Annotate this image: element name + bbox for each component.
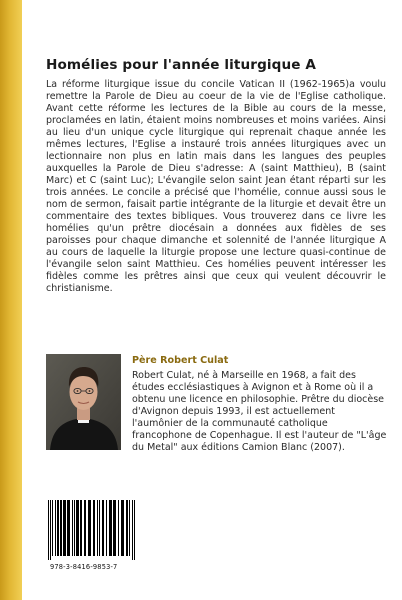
barcode-bar <box>97 500 98 556</box>
barcode-bar <box>76 500 79 556</box>
barcode-bar <box>67 500 70 556</box>
barcode-bar <box>74 500 75 556</box>
barcode-bar <box>129 500 130 556</box>
barcode-bar <box>132 500 133 560</box>
barcode-bar <box>55 500 56 556</box>
barcode-bar <box>88 500 91 556</box>
barcode-bar <box>126 500 128 556</box>
book-title: Homélies pour l'année liturgique A <box>46 57 317 73</box>
barcode-bar <box>50 500 51 560</box>
barcode-bar <box>57 500 59 556</box>
barcode-bar <box>118 500 119 556</box>
barcode-bar <box>121 500 124 556</box>
spine-band <box>0 0 22 600</box>
barcode-bar <box>84 500 86 556</box>
barcode-bar <box>134 500 135 560</box>
author-photo <box>46 354 121 450</box>
barcode-bar <box>60 500 62 556</box>
author-bio: Robert Culat, né à Marseille en 1968, a fait des études ecclésiastiques à Avignon et à Rome où il a obtenu une licence en philosophie. Prêtre du diocèse d'Avignon depuis 1993, il est actuellement l'aumônier de la communauté catholique francophone de Copenhague. Il est l'auteur de "L'âge du Metal" aux éditions Camion Blanc (2007). <box>132 370 387 453</box>
barcode-bar <box>48 500 49 560</box>
barcode-bar <box>113 500 116 556</box>
barcode-bar <box>109 500 112 556</box>
barcode-bar <box>93 500 95 556</box>
book-description: La réforme liturgique issue du concile Vatican II (1962-1965)a voulu remettre la Parole de Dieu au coeur de la vie de l'Eglise catholique. Avant cette réforme les lectures de la Bible au cours de la messe, proclamées en latin, étaient moins nombreuses et moins variées. Ainsi au lieu d'un unique cycle liturgique qui reprenait chaque année les mêmes lectures, l'Eglise a instauré trois années liturgiques avec un lectionnaire non plus en latin mais dans les langues des peuples auxquelles la Parole de Dieu s'adresse: A (saint Matthieu), B (saint Marc) et C (saint Luc); L'évangile selon saint Jean étant réparti sur les trois années. Le concile a précisé que l'homélie, connue aussi sous le nom de sermon, faisait partie intégrante de la liturgie et devait être un commentaire des textes bibliques. Vous trouverez dans ce livre les homélies qu'un prêtre diocésain a données aux fidèles de ses paroisses pour chaque dimanche et solennité de l'année liturgique A au cours de laquelle la liturgie propose une lecture quasi-continue de l'évangile selon saint Matthieu. Ces homélies peuvent intéresser les fidèles comme les prêtres ainsi que ceux qui veulent découvrir le christianisme. <box>46 79 386 294</box>
author-name: Père Robert Culat <box>132 355 229 366</box>
barcode-bar <box>102 500 104 556</box>
barcode-bar <box>99 500 100 556</box>
isbn-number: 978-3-8416-9853-7 <box>50 563 118 571</box>
barcode-bar <box>52 500 53 556</box>
barcode-bar <box>80 500 82 556</box>
barcode-bar <box>63 500 66 556</box>
barcode-bar <box>72 500 73 556</box>
barcode-bar <box>106 500 107 556</box>
